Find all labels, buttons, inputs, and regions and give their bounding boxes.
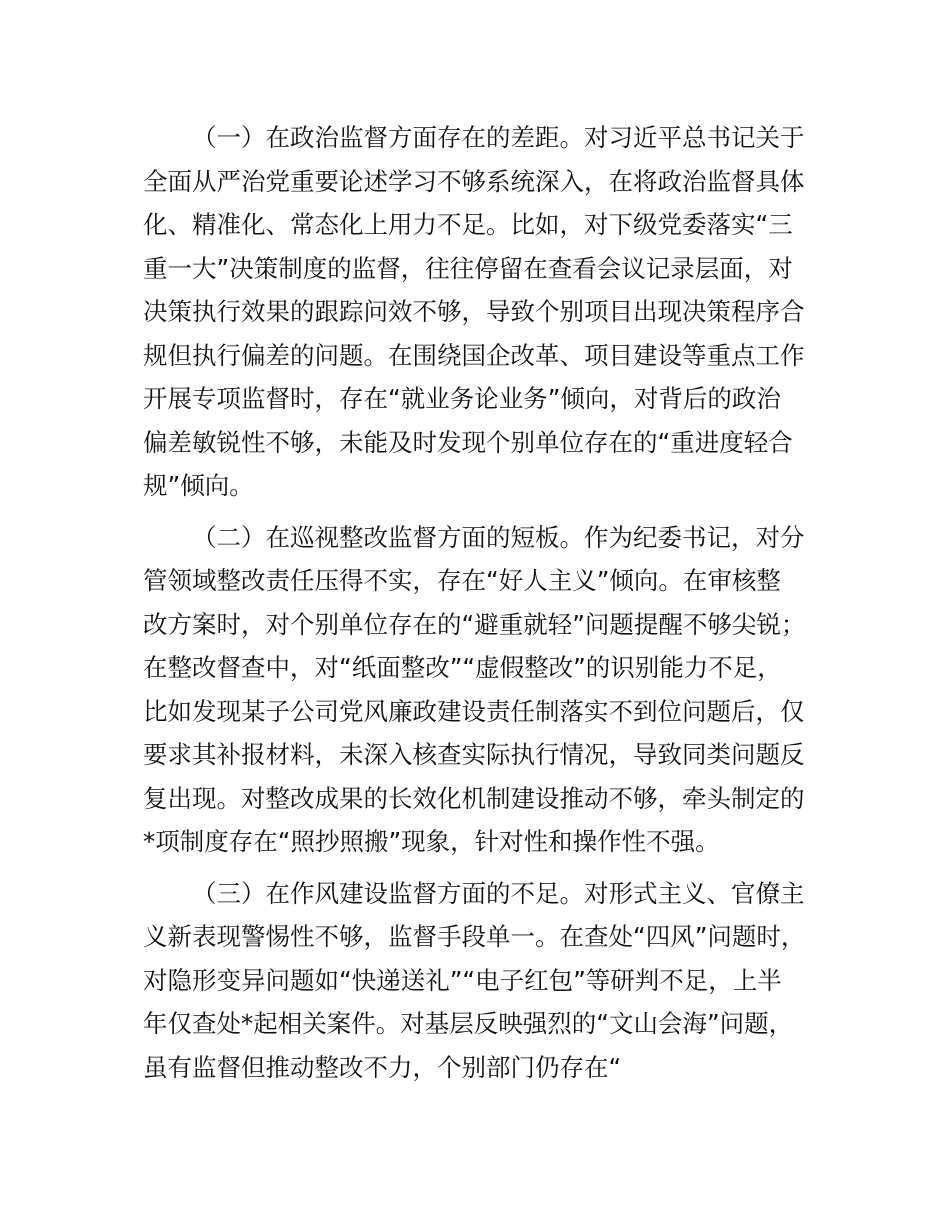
text-line: （二）在巡视整改监督方面的短板。作为纪委书记，对分 bbox=[192, 522, 805, 552]
paragraph-inspection-rectification bbox=[143, 516, 843, 864]
text-line: 开展专项监督时，存在“就业务论业务”倾向，对背后的政治 bbox=[143, 384, 781, 413]
paragraph-work-style bbox=[143, 872, 843, 1090]
text-line: 义新表现警惕性不够，监督手段单一。在查处“四风”问题时， bbox=[143, 922, 806, 951]
text-line: 全面从严治党重要论述学习不够系统深入，在将政治监督具体 bbox=[143, 166, 805, 196]
text-line: 虽有监督但推动整改不力，个别部门仍存在“ bbox=[143, 1052, 622, 1082]
text-line: 化、精准化、常态化上用力不足。比如，对下级党委落实“三 bbox=[143, 210, 793, 239]
text-line: 改方案时，对个别单位存在的“避重就轻”问题提醒不够尖锐； bbox=[143, 609, 806, 639]
paragraph-political-supervision bbox=[143, 116, 843, 508]
text-line: 规”倾向。 bbox=[143, 471, 254, 500]
text-line: 对隐形变异问题如“快递送礼”“电子红包”等研判不足，上半 bbox=[143, 965, 782, 995]
text-line: 管领域整改责任压得不实，存在“好人主义”倾向。在审核整 bbox=[143, 566, 781, 595]
text-line: （一）在政治监督方面存在的差距。对习近平总书记关于 bbox=[192, 123, 805, 152]
text-line: 偏差敏锐性不够，未能及时发现个别单位存在的“重进度轻合 bbox=[143, 427, 793, 457]
text-line: 比如发现某子公司党风廉政建设责任制落实不到位问题后，仅 bbox=[143, 696, 805, 726]
text-line: 年仅查处*起相关案件。对基层反映强烈的“文山会海”问题， bbox=[143, 1009, 794, 1038]
text-line: 重一大”决策制度的监督，往往停留在查看会议记录层面，对 bbox=[143, 253, 793, 283]
text-line: 复出现。对整改成果的长效化机制建设推动不够，牵头制定的 bbox=[143, 783, 805, 813]
text-line: 决策执行效果的跟踪问效不够，导致个别项目出现决策程序合 bbox=[143, 297, 805, 326]
text-line: 在整改督查中，对“纸面整改”“虚假整改”的识别能力不足， bbox=[143, 653, 782, 682]
text-line: *项制度存在“照抄照搬”现象，针对性和操作性不强。 bbox=[143, 827, 720, 856]
text-line: 规但执行偏差的问题。在围绕国企改革、项目建设等重点工作 bbox=[143, 340, 805, 370]
text-line: 要求其补报材料，未深入核查实际执行情况，导致同类问题反 bbox=[143, 740, 805, 769]
document-body bbox=[143, 116, 843, 1097]
text-line: （三）在作风建设监督方面的不足。对形式主义、官僚主 bbox=[192, 878, 805, 908]
